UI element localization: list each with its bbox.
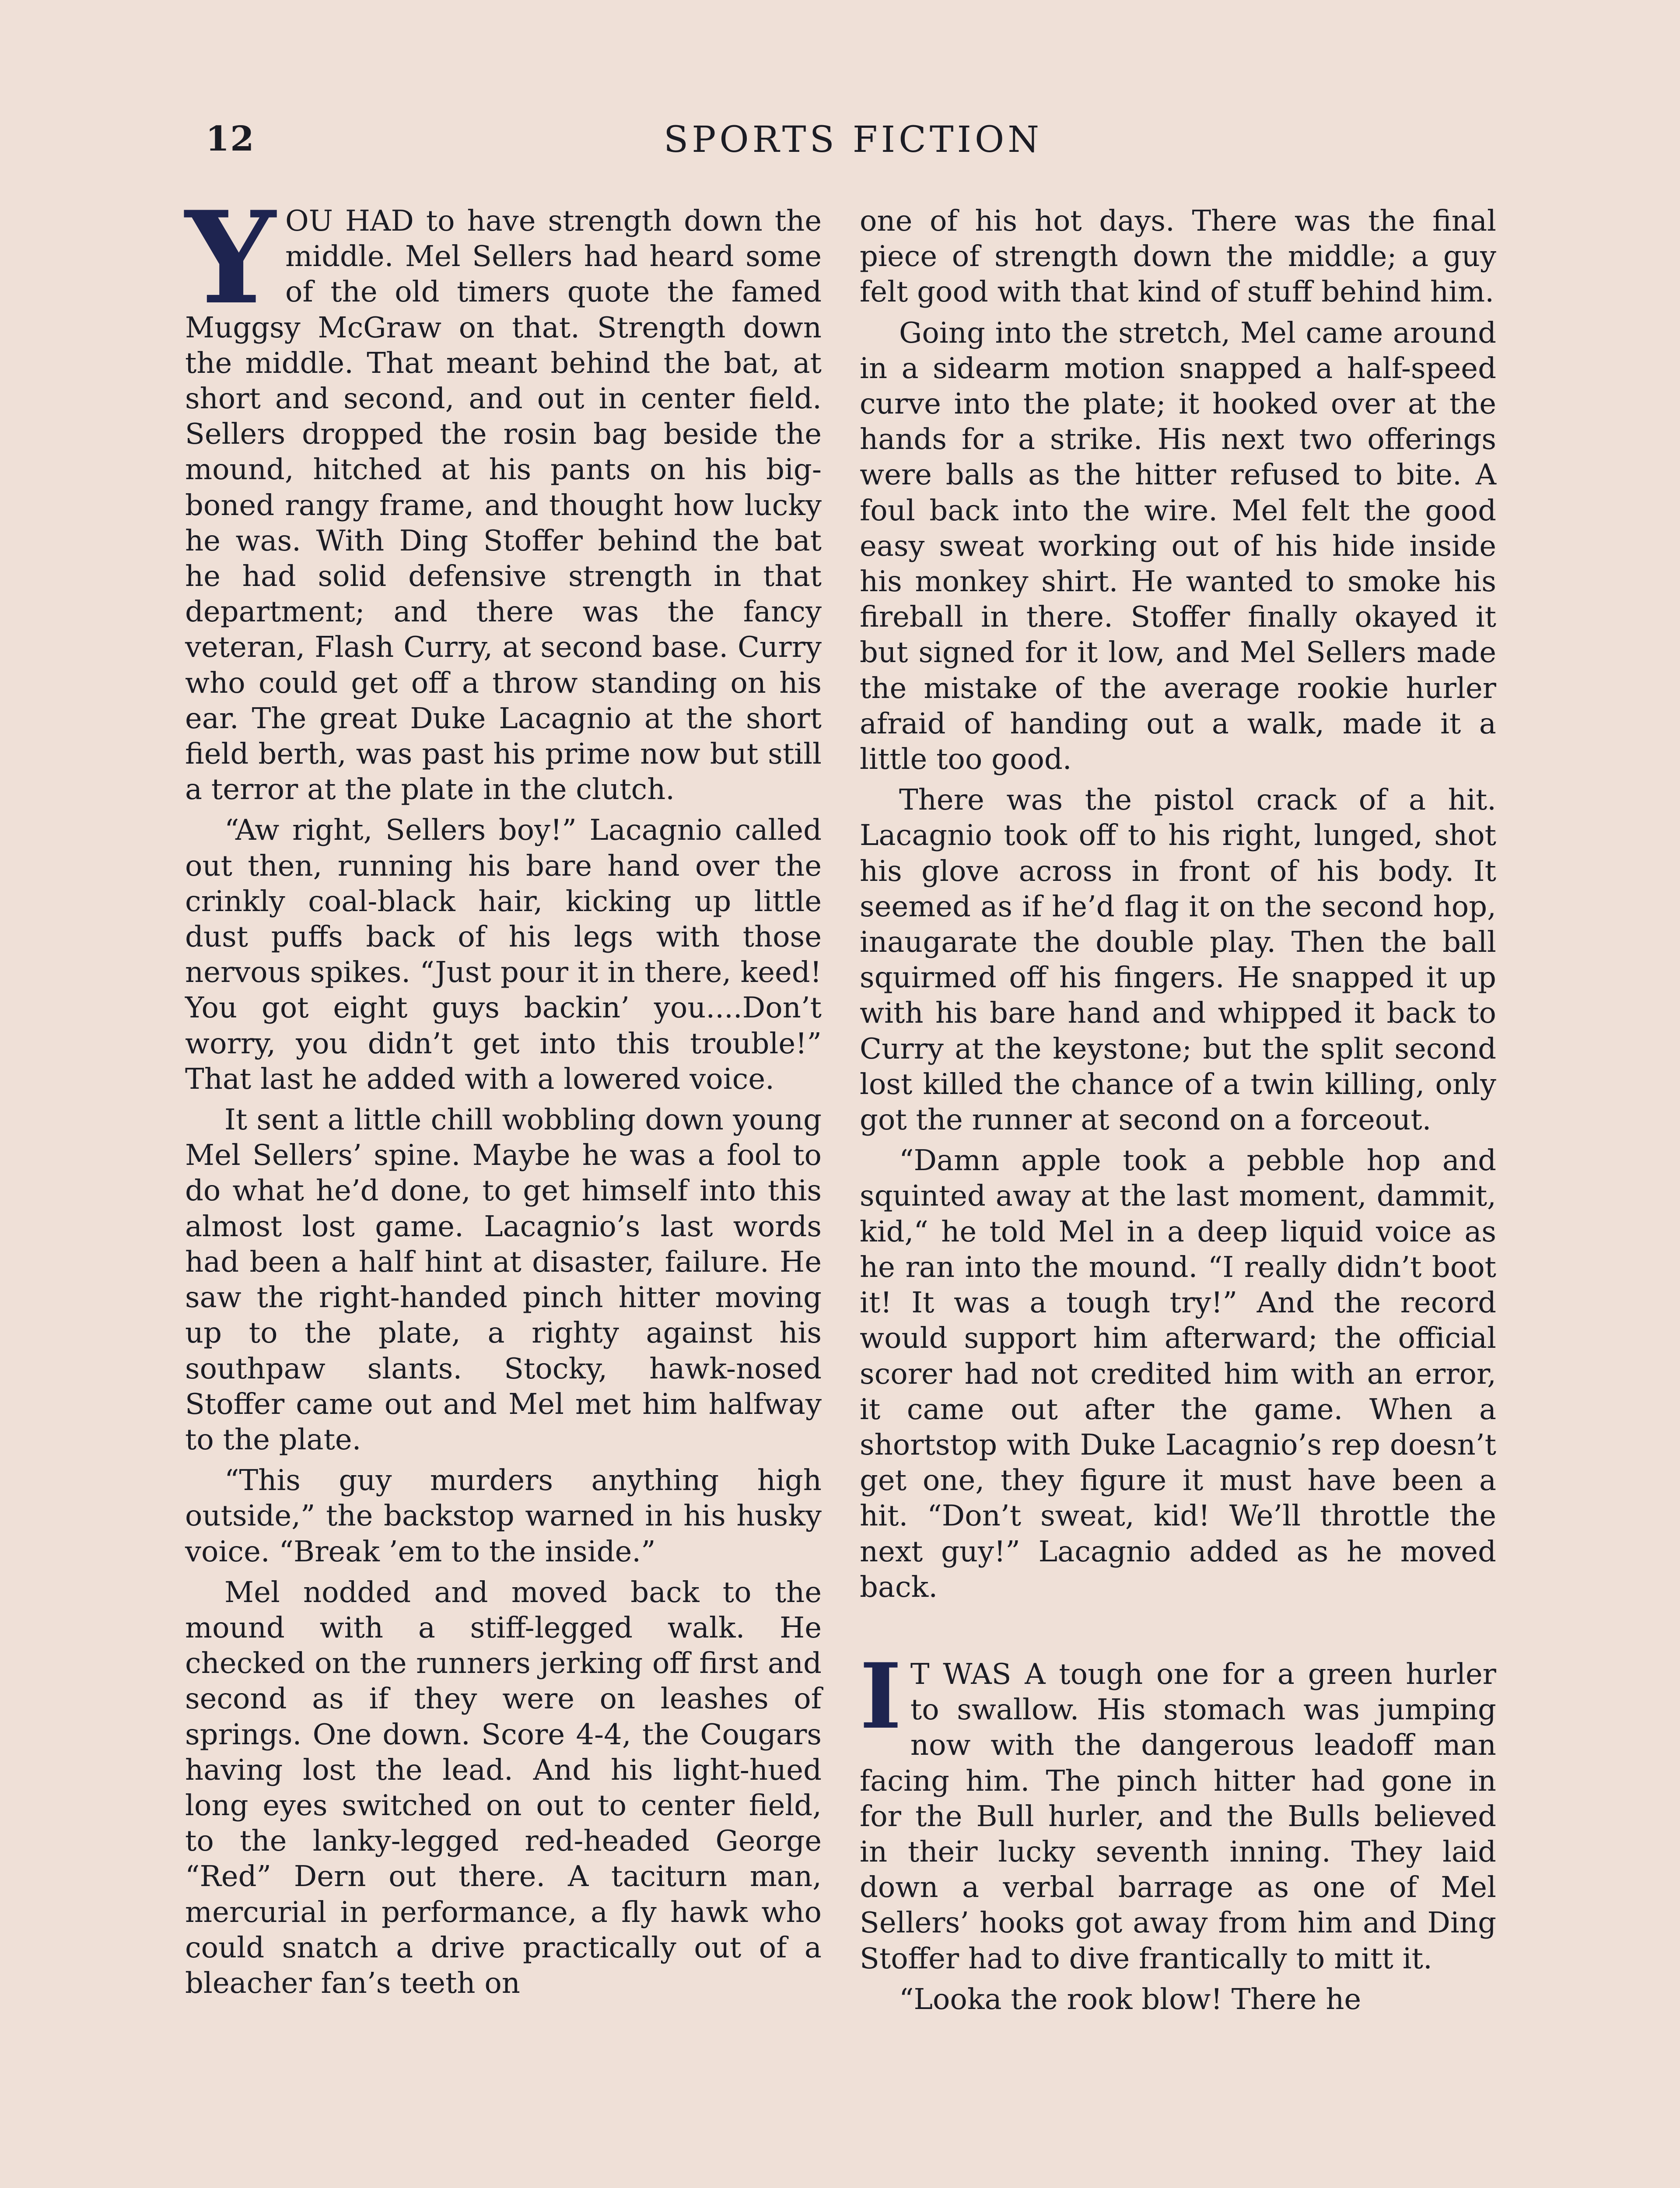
page-number: 12	[206, 119, 255, 159]
paragraph: There was the pistol crack of a hit. Lacagnio took off to his right, lunged, shot his glove across in front of his body. It seemed as if he’d flag it on the second hop, inaugarate the double play. Then the ball squirmed off his fingers. He snapped it up with his bare hand and whipped it back to Curry at the keystone; but the split second lost killed the chance of a twin killing, only got the runner at second on a forceout.	[860, 783, 1496, 1137]
paragraph: “This guy murders anything high outside,” the backstop warned in his husky voice. “Break ’em to the inside.”	[185, 1464, 822, 1568]
paragraph-text: OU HAD to have strength down the middle. Mel Sellers had heard some of the old timers quote the famed Muggsy McGraw on that. Strength down the middle. That meant behind the bat, at short and second, and out in center field. Sellers dropped the rosin bag beside the mound, hitched at his pants on his big-boned rangy frame, and thought how lucky he was. With Ding Stoffer behind the bat he had solid defensive strength in that department; and there was the fancy veteran, Flash Curry, at second base. Curry who could get off a throw standing on his ear. The great Duke Lacagnio at the short field berth, was past his prime now but still a terror at the plate in the clutch.	[185, 204, 822, 806]
running-head: SPORTS FICTION	[664, 119, 1043, 161]
paragraph: It sent a little chill wobbling down young Mel Sellers’ spine. Maybe he was a fool to do what he’d done, to get himself into this almost lost game. Lacagnio’s last words had been a half hint at disaster, failure. He saw the right-handed pinch hitter moving up to the plate, a righty against his southpaw slants. Stocky, hawk-nosed Stoffer came out and Mel met him halfway to the plate.	[185, 1103, 822, 1456]
left-column	[185, 184, 822, 2006]
paragraph-continued: one of his hot days. There was the final piece of strength down the middle; a guy felt good with that kind of stuff behind him.	[860, 204, 1496, 309]
paragraph: “Looka the rook blow! There he	[899, 1982, 1362, 2016]
paragraph: “Aw right, Sellers boy!” Lacagnio called out then, running his bare hand over the crinkly coal-black hair, kicking up little dust puffs back of his legs with those nervous spikes. “Just pour it in there, keed! You got eight guys backin’ you....Don’t worry, you didn’t get into this trouble!” That last he added with a lowered voice.	[185, 813, 822, 1096]
section-opening-paragraph	[860, 1644, 1496, 1977]
right-column	[860, 203, 1496, 2023]
paragraph: Mel nodded and moved back to the mound with a stiff-legged walk. He checked on the runners jerking off first and second as if they were on leashes of springs. One down. Score 4-4, the Cougars having lost the lead. And his light-hued long eyes switched on out to center field, to the lanky-legged red-headed George “Red” Dern out there. A taciturn man, mercurial in performance, a fly hawk who could snatch a drive practically out of a bleacher fan’s teeth on	[185, 1575, 822, 2000]
drop-cap: I	[860, 1644, 902, 1749]
paragraph-text: T WAS A tough one for a green hurler to swallow. His stomach was jumping now with the dangerous leadoff man facing him. The pinch hitter had gone in for the Bull hurler, and the Bulls believed in their lucky seventh inning. They laid down a verbal barrage as one of Mel Sellers’ hooks got away from him and Ding Stoffer had to dive frantically to mitt it.	[860, 1657, 1496, 1975]
paragraph: “Damn apple took a pebble hop and squinted away at the last moment, dammit, kid,“ he told Mel in a deep liquid voice as he ran into the mound. “I really didn’t boot it! It was a tough try!” And the record would support him afterward; the official scorer had not credited him with an error, it came out after the game. When a shortstop with Duke Lacagnio’s rep doesn’t get one, they figure it must have been a hit. “Don’t sweat, kid! We’ll throttle the next guy!” Lacagnio added as he moved back.	[860, 1144, 1496, 1604]
opening-paragraph	[185, 184, 822, 807]
paragraph: Going into the stretch, Mel came around in a sidearm motion snapped a half-speed curve into the plate; it hooked over at the hands for a strike. His next two offerings were balls as the hitter refused to bite. A foul back into the wire. Mel felt the good easy sweat working out of his hide inside his monkey shirt. He wanted to smoke his fireball in there. Stoffer finally okayed it but signed for it low, and Mel Sellers made the mistake of the average rookie hurler afraid of handing out a walk, made it a little too good.	[860, 316, 1496, 776]
drop-cap: Y	[185, 184, 276, 333]
